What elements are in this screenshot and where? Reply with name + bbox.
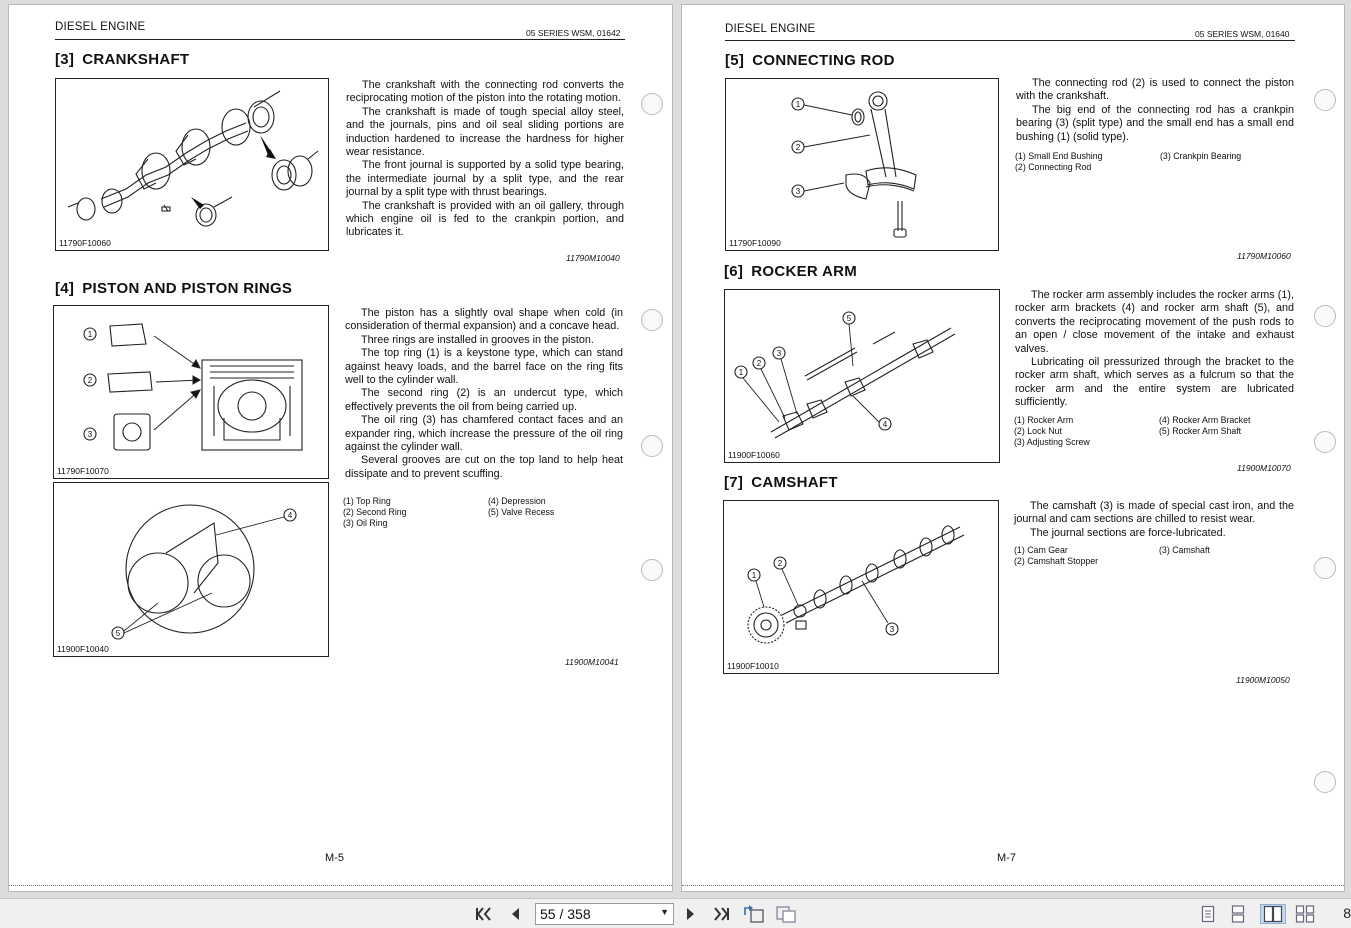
figure-code: 11900F10010 (727, 661, 779, 671)
binder-hole (1314, 305, 1336, 327)
callout-2: 2 (795, 143, 801, 152)
binder-hole (641, 435, 663, 457)
reference-code: 11790M10040 (566, 253, 620, 263)
binder-hole (1314, 89, 1336, 111)
piston-rings-figure (53, 305, 329, 479)
callout-4: 4 (287, 511, 293, 520)
section-title-connecting-rod: [5] CONNECTING ROD (725, 52, 895, 69)
section-title-camshaft: [7] CAMSHAFT (724, 474, 838, 491)
single-page-icon[interactable] (1198, 904, 1218, 924)
binder-hole (1314, 771, 1336, 793)
page-number-input[interactable] (535, 903, 674, 925)
rocker-arm-description: The rocker arm assembly includes the rocker arms (1), rocker arm brackets (4) and rocker arm shaft (5), and converts the reciprocating movement of the push rods to an open / close movement of the intake and exhaust valves. Lubricating oil pressurized through the bracket to the rocker arm shaft, which serves as a fulcrum so that the rocker arm and the entire system are lubricated sufficiently. (1015, 289, 1294, 409)
callout-1: 1 (87, 330, 93, 339)
section-title-rocker-arm: [6] ROCKER ARM (724, 263, 858, 280)
callout-3: 3 (889, 625, 895, 634)
figure-code: 11790F10070 (57, 466, 109, 476)
figure-code: 11900F10040 (57, 644, 109, 654)
reference-code: 11900M10041 (565, 657, 619, 667)
callout-1: 1 (738, 368, 744, 377)
continuous-icon[interactable] (1228, 904, 1248, 924)
callout-2: 2 (756, 359, 762, 368)
crankshaft-drawing (56, 79, 330, 252)
zoom-level[interactable]: 8 (1343, 905, 1351, 921)
figure-code: 11790F10090 (729, 238, 781, 248)
section-title-piston: [4] PISTON AND PISTON RINGS (55, 280, 293, 297)
callout-1: 1 (795, 100, 801, 109)
binder-hole (641, 559, 663, 581)
callout-3: 3 (776, 349, 782, 358)
binder-hole (1314, 431, 1336, 453)
reference-code: 11900M10070 (1237, 463, 1291, 473)
rocker-arm-legend: (1) Rocker Arm (4) Rocker Arm Bracket (2) Lock Nut (5) Rocker Arm Shaft (3) Adjusting Screw (1014, 415, 1251, 447)
fit-icon[interactable] (774, 904, 798, 924)
previous-page-icon[interactable] (506, 904, 524, 924)
navigation-toolbar (0, 898, 1351, 928)
callout-3: 3 (87, 430, 93, 439)
header-rule (725, 40, 1295, 41)
chevron-down-icon[interactable]: ▼ (660, 907, 669, 917)
binder-hole (641, 93, 663, 115)
callout-2: 2 (777, 559, 783, 568)
callout-5: 5 (846, 314, 852, 323)
rocker-arm-figure (724, 289, 1000, 463)
header-doc-code: 05 SERIES WSM, 01640 (1195, 29, 1290, 39)
binder-hole (1314, 557, 1336, 579)
header-doc-code: 05 SERIES WSM, 01642 (526, 28, 621, 38)
header-title: DIESEL ENGINE (55, 21, 146, 33)
rocker-arm-drawing (725, 290, 1001, 464)
two-page-icon[interactable] (1260, 904, 1286, 924)
figure-code: 11900F10060 (728, 450, 780, 460)
piston-head-drawing (54, 483, 330, 658)
piston-rings-drawing (54, 306, 330, 480)
rotate-icon[interactable] (742, 904, 766, 924)
piston-head-figure (53, 482, 329, 657)
header-rule (55, 39, 625, 40)
section-title-crankshaft: [3] CRANKSHAFT (55, 51, 190, 68)
two-page-continuous-icon[interactable] (1294, 904, 1316, 924)
first-page-icon[interactable] (474, 904, 494, 924)
callout-1: 1 (751, 571, 757, 580)
callout-2: 2 (87, 376, 93, 385)
camshaft-figure (723, 500, 999, 674)
connecting-rod-legend: (1) Small End Bushing (3) Crankpin Bearing (2) Connecting Rod (1015, 151, 1242, 172)
connecting-rod-drawing (726, 79, 1000, 252)
camshaft-description: The camshaft (3) is made of special cast iron, and the journal and cam sections are chilled to resist wear. The journal sections are force-lubricated. (1014, 500, 1294, 539)
piston-legend: (1) Top Ring (4) Depression (2) Second Ring (5) Valve Recess (3) Oil Ring (343, 496, 555, 528)
camshaft-drawing (724, 501, 1000, 675)
page-number: M-7 (997, 852, 1016, 864)
callout-5: 5 (115, 629, 121, 638)
crankshaft-figure (55, 78, 329, 251)
scan-artifact (9, 885, 672, 887)
next-page-icon[interactable] (682, 904, 700, 924)
page-number: M-5 (325, 852, 344, 864)
binder-hole (641, 309, 663, 331)
piston-description: The piston has a slightly oval shape when cold (in consideration of thermal expansion) and a concave head. Three rings are installed in grooves in the piston. The top ring (1) is a keystone type, which can stand against heavy loads, and the barrel face on the ring fits well to the cylinder wall. The second ring (2) is an undercut type, which effectively prevents the oil from being carried up. The oil ring (3) has chamfered contact faces and an expander ring, which increase the pressure of the oil ring against the cylinder wall. Several grooves are cut on the top land to help heat dissipate and to prevent scuffing. (345, 307, 623, 480)
reference-code: 11900M10050 (1236, 675, 1290, 685)
last-page-icon[interactable] (710, 904, 732, 924)
page-number-value: 55 / 358 (540, 906, 591, 922)
connecting-rod-description: The connecting rod (2) is used to connect the piston with the crankshaft. The big end of the connecting rod has a crankpin bearing (3) (split type) and the small end has a small end bushing (1) (solid type). (1016, 77, 1294, 143)
connecting-rod-figure (725, 78, 999, 251)
callout-3: 3 (795, 187, 801, 196)
reference-code: 11790M10060 (1237, 251, 1291, 261)
crankshaft-description: The crankshaft with the connecting rod converts the reciprocating motion of the piston into the rotating motion. The crankshaft is made of tough special alloy steel, and the journals, pins and oil seal sliding portions are induction hardened to increase the hardness for higher wear resistance. The front journal is supported by a solid type bearing, the intermediate journal by a split type, and the rear journal by a split type with thrust bearings. The crankshaft is provided with an oil gallery, through which engine oil is fed to the crankpin portion, and lubricates it. (346, 79, 624, 239)
callout-4: 4 (882, 420, 888, 429)
camshaft-legend: (1) Cam Gear (3) Camshaft (2) Camshaft Stopper (1014, 545, 1210, 566)
page-m5 (8, 4, 673, 892)
scan-artifact (682, 885, 1344, 887)
header-title: DIESEL ENGINE (725, 23, 816, 35)
page-m7 (681, 4, 1345, 892)
figure-code: 11790F10060 (59, 238, 111, 248)
